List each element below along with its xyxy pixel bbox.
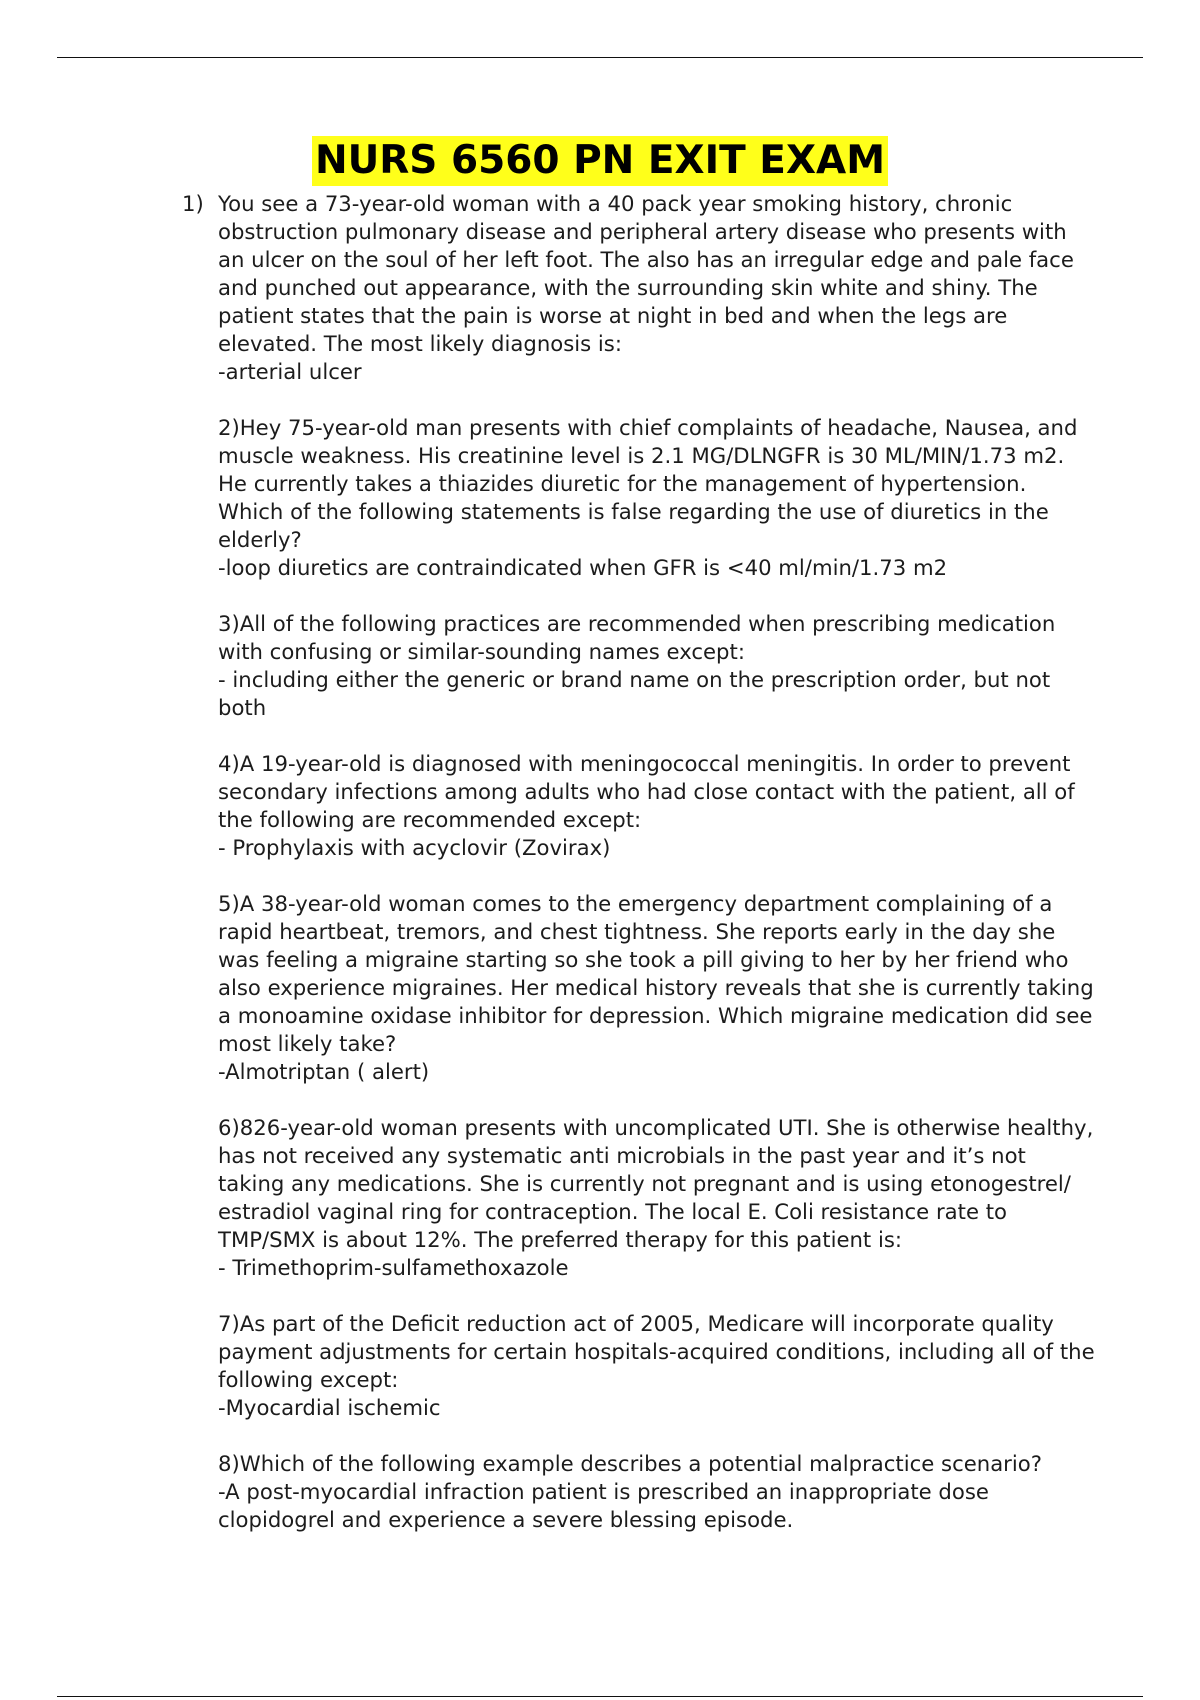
answer-text: - including either the generic or brand name on the prescription order, but not both	[218, 667, 1051, 720]
answer-text: -loop diuretics are contraindicated when GFR is <40 ml/min/1.73 m2	[218, 555, 948, 580]
question-item	[182, 190, 1098, 386]
top-rule	[57, 57, 1143, 58]
answer-text: - Trimethoprim-sulfamethoxazole	[218, 1255, 569, 1280]
question-text: All of the following practices are recommended when prescribing medication with confusing or similar-sounding names except:	[218, 611, 1056, 664]
answer-text: -A post-myocardial infraction patient is prescribed an inappropriate dose clopidogrel and experience a severe blessing episode.	[218, 1479, 989, 1532]
question-item	[218, 1450, 1098, 1534]
question-text: A 38-year-old woman comes to the emergency department complaining of a rapid heartbeat, tremors, and chest tightness. She reports early in the day she was feeling a migraine starting so she took a pill giving to her by her friend who also experience migraines. Her medical history reveals that she is currently taking a monoamine oxidase inhibitor for depression. Which migraine medication did see most likely take?	[218, 891, 1094, 1056]
question-list	[0, 190, 1200, 1562]
question-number: 5)	[218, 891, 240, 916]
title-block	[0, 136, 1200, 186]
question-number: 1)	[182, 191, 204, 216]
question-number: 4)	[218, 751, 240, 776]
question-item	[218, 890, 1098, 1086]
question-text: You see a 73-year-old woman with a 40 pack year smoking history, chronic obstruction pulmonary disease and peripheral artery disease who presents with an ulcer on the soul of her left foot. The also has an irregular edge and pale face and punched out appearance, with the surrounding skin white and shiny. The patient states that the pain is worse at night in bed and when the legs are elevated. The most likely diagnosis is:	[218, 191, 1074, 356]
bottom-rule	[57, 1696, 1143, 1697]
question-text: A 19-year-old is diagnosed with meningococcal meningitis. In order to prevent secondary infections among adults who had close contact with the patient, all of the following are recommended except:	[218, 751, 1075, 832]
question-text: Which of the following example describes a potential malpractice scenario?	[239, 1451, 1042, 1476]
question-text: 826-year-old woman presents with uncomplicated UTI. She is otherwise healthy, has not received any systematic anti microbials in the past year and it’s not taking any medications. She is currently not pregnant and is using etonogestrel/ estradiol vaginal ring for contraception. The local E. Coli resistance rate to TMP/SMX is about 12%. The preferred therapy for this patient is:	[218, 1115, 1094, 1252]
question-item	[218, 414, 1098, 582]
question-number: 6)	[218, 1115, 240, 1140]
question-number: 7)	[218, 1311, 240, 1336]
question-number: 3)	[218, 611, 240, 636]
question-item	[218, 1114, 1098, 1282]
question-text: Hey 75-year-old man presents with chief complaints of headache, Nausea, and muscle weakness. His creatinine level is 2.1 MG/DLNGFR is 30 ML/MIN/1.73 m2. He currently takes a thiazides diuretic for the management of hypertension. Which of the following statements is false regarding the use of diuretics in the elderly?	[218, 415, 1078, 552]
answer-text: -Almotriptan ( alert)	[218, 1059, 430, 1084]
answer-text: -arterial ulcer	[218, 359, 362, 384]
question-number: 2)	[218, 415, 240, 440]
question-text: As part of the Deficit reduction act of 2005, Medicare will incorporate quality payment adjustments for certain hospitals-acquired conditions, including all of the following except:	[218, 1311, 1095, 1392]
question-item	[218, 750, 1098, 862]
question-item	[218, 610, 1098, 722]
answer-text: -Myocardial ischemic	[218, 1395, 441, 1420]
answer-text: - Prophylaxis with acyclovir (Zovirax)	[218, 835, 611, 860]
question-number: 8)	[218, 1451, 240, 1476]
page-title: NURS 6560 PN EXIT EXAM	[312, 136, 888, 186]
question-item	[218, 1310, 1098, 1422]
